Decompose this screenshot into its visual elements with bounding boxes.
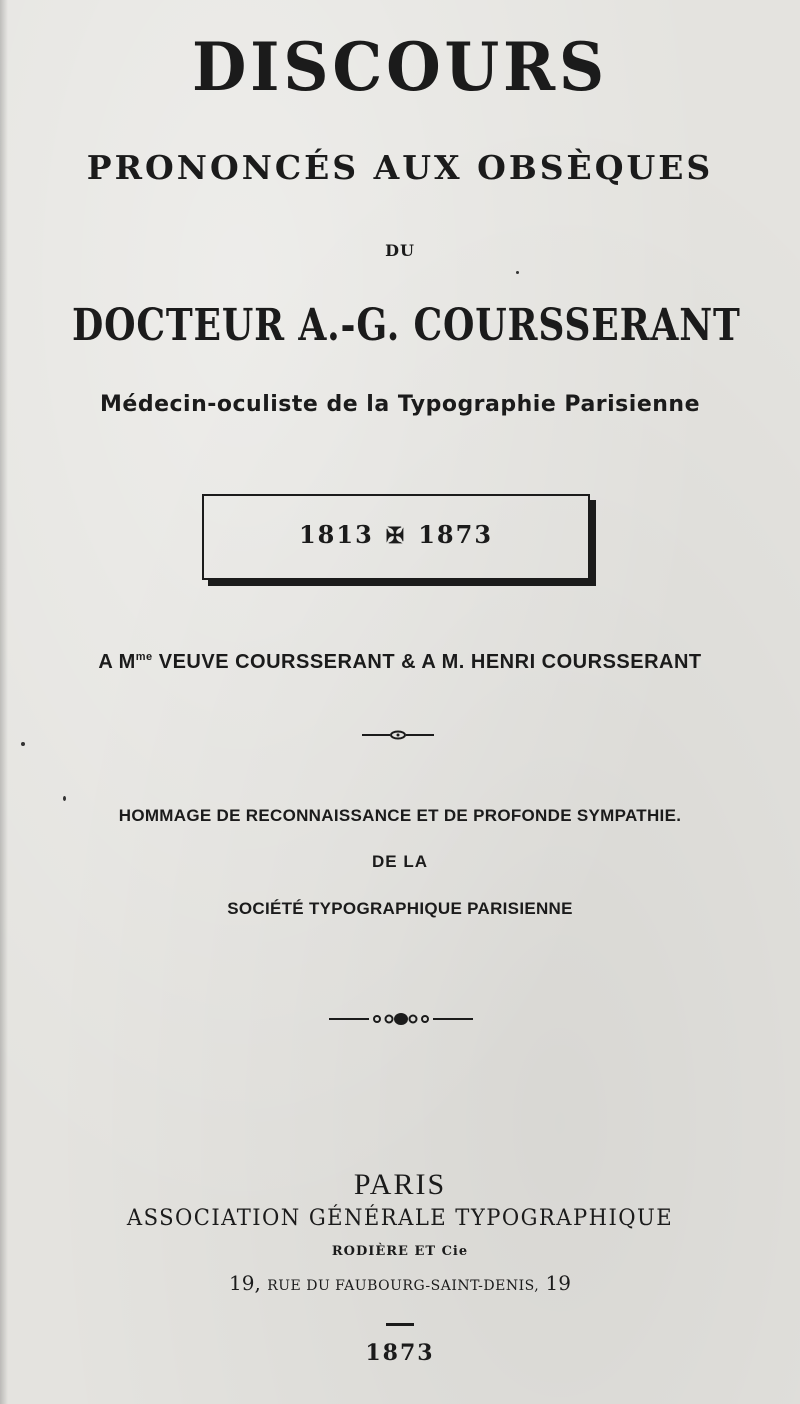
- paper-speck: [21, 742, 25, 746]
- hommage-line-3: SOCIÉTÉ TYPOGRAPHIQUE PARISIENNE: [227, 899, 573, 918]
- dates-box: [202, 494, 590, 580]
- ornament-flourish-icon: [327, 1009, 475, 1029]
- subtitle: PRONONCÉS AUX OBSÈQUES: [86, 148, 714, 187]
- maltese-cross-icon: ✠: [385, 523, 407, 549]
- birth-year: 1813: [298, 520, 374, 549]
- hommage-line-1: HOMMAGE DE RECONNAISSANCE ET DE PROFONDE SYMPATHIE.: [118, 806, 682, 825]
- imprint-city: PARIS: [353, 1168, 447, 1201]
- imprint-year: 1873: [365, 1340, 435, 1366]
- dedication-honorific: me: [135, 651, 153, 663]
- paper-speck: [63, 796, 66, 801]
- address-number-left: 19,: [229, 1271, 261, 1295]
- imprint-publisher: ASSOCIATION GÉNÉRALE TYPOGRAPHIQUE: [126, 1206, 674, 1231]
- doctor-role: Médecin-oculiste de la Typographie Parisienne: [100, 392, 700, 417]
- connector-du: DU: [385, 241, 415, 260]
- dedication-prefix: A M: [98, 651, 136, 673]
- hommage-line-2: DE LA: [372, 852, 428, 871]
- dates-text: [204, 520, 588, 549]
- address-number-right: 19: [545, 1271, 571, 1295]
- imprint-printer: RODIÈRE ET Cie: [331, 1244, 469, 1259]
- imprint-address: [0, 1271, 800, 1295]
- ornament-scroll-icon: [360, 728, 436, 742]
- death-year: 1873: [418, 520, 494, 549]
- dedication-rest: VEUVE COURSSERANT & A M. HENRI COURSSERANT: [152, 651, 702, 673]
- imprint-rule: [386, 1323, 414, 1326]
- address-street: RUE DU FAUBOURG-SAINT-DENIS,: [267, 1278, 540, 1294]
- dedication: [0, 651, 800, 674]
- paper-speck: [516, 271, 519, 274]
- main-title: DISCOURS: [192, 28, 608, 106]
- doctor-name: DOCTEUR A.-G. COURSSERANT: [72, 300, 741, 351]
